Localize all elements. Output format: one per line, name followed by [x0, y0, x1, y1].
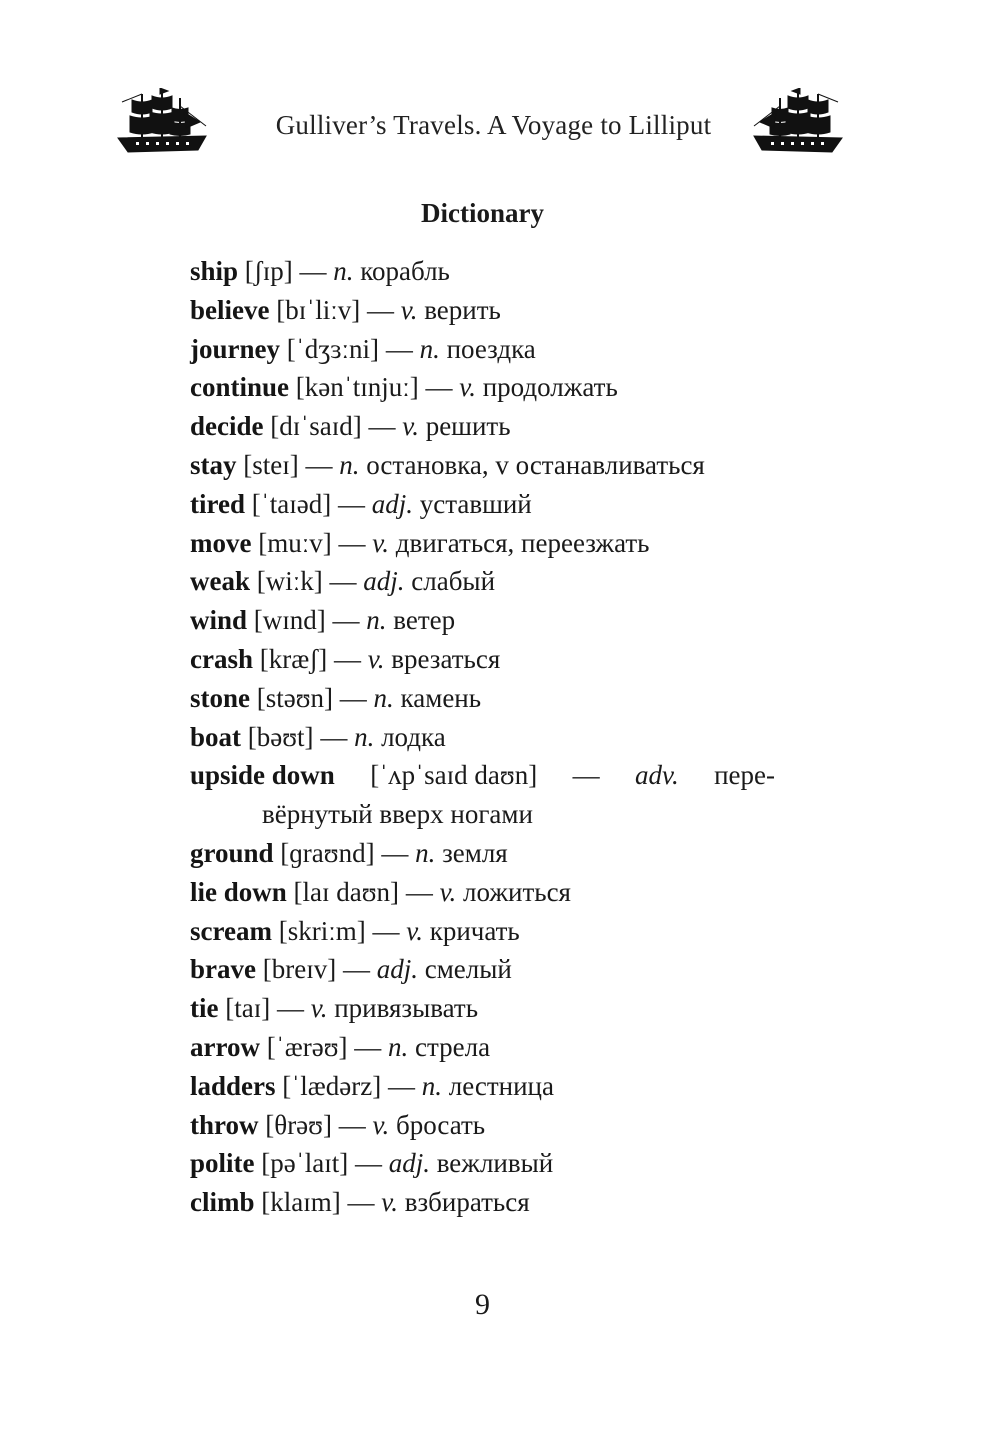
- dictionary-entry: [190, 562, 775, 601]
- entry-part-of-speech: v.: [372, 527, 389, 558]
- page-number: 9: [475, 1288, 490, 1321]
- entry-dash: —: [342, 954, 370, 985]
- dictionary-entry: [190, 601, 775, 640]
- dictionary-entry: [190, 834, 775, 873]
- entry-dash: —: [366, 294, 394, 325]
- entry-part-of-speech: v.: [372, 1109, 390, 1140]
- entry-dash: —: [339, 682, 367, 713]
- entry-transcription: [ˈærəʊ]: [266, 1031, 348, 1062]
- dictionary-entry: [190, 950, 775, 989]
- entry-translation: ложиться: [463, 876, 571, 907]
- entry-transcription: [ɡraʊnd]: [280, 837, 375, 868]
- entry-translation: смелый: [424, 954, 512, 985]
- entry-translation: лодка: [381, 721, 446, 752]
- entry-part-of-speech: v.: [367, 643, 385, 674]
- entry-part-of-speech: n.: [333, 256, 354, 286]
- entry-translation-continued: вёрнутый вверх ногами: [262, 799, 533, 830]
- entry-part-of-speech: v.: [310, 993, 328, 1024]
- entry-word: lie down: [190, 876, 287, 907]
- entry-translation: лестница: [448, 1070, 554, 1101]
- entry-transcription: [ˈtaɪəd]: [251, 488, 332, 519]
- entry-part-of-speech: n.: [354, 721, 375, 752]
- entry-dash: —: [354, 1031, 382, 1062]
- dictionary-entry: [190, 330, 775, 369]
- entry-dash: —: [338, 527, 366, 558]
- entry-transcription: [skriːm]: [278, 915, 366, 946]
- entry-word: throw: [190, 1109, 259, 1140]
- entry-transcription: [taɪ]: [225, 993, 271, 1024]
- entry-transcription: [kənˈtɪnjuː]: [295, 372, 419, 403]
- entry-translation: пере-: [714, 760, 775, 791]
- entry-dash: —: [337, 488, 365, 519]
- entry-word: journey: [190, 333, 280, 364]
- entry-word: polite: [190, 1148, 255, 1179]
- entry-part-of-speech: v.: [400, 294, 418, 325]
- entry-part-of-speech: v.: [459, 372, 476, 403]
- dictionary-entry: [190, 1067, 775, 1106]
- entry-translation: корабль: [360, 256, 450, 286]
- entry-word: decide: [190, 411, 264, 442]
- entry-word: weak: [190, 566, 250, 597]
- entry-word: ground: [190, 837, 274, 868]
- entry-word: climb: [190, 1187, 255, 1218]
- entry-word: crash: [190, 643, 253, 674]
- entry-transcription: [dɪˈsaɪd]: [270, 411, 362, 442]
- dictionary-entry: [190, 756, 775, 834]
- entry-word: ladders: [190, 1070, 276, 1101]
- entry-part-of-speech: v.: [439, 876, 457, 907]
- entry-word: stone: [190, 682, 250, 713]
- dictionary-entry: [190, 291, 775, 330]
- entry-translation: двигаться, переезжать: [395, 527, 650, 558]
- entry-transcription: [steɪ]: [243, 449, 299, 480]
- entry-part-of-speech: n.: [419, 333, 440, 364]
- dictionary-entry: [190, 640, 775, 679]
- entry-translation: кричать: [429, 915, 520, 946]
- entry-transcription: [wɪnd]: [253, 605, 326, 636]
- entry-translation: уставший: [419, 488, 532, 519]
- sailing-ship-icon: [752, 88, 848, 160]
- entry-part-of-speech: n.: [373, 682, 394, 713]
- dictionary-entry: [190, 718, 775, 757]
- dictionary-entry: [190, 1144, 775, 1183]
- entry-dash: —: [372, 915, 400, 946]
- entry-translation: вежливый: [436, 1148, 554, 1179]
- entry-translation: стрела: [415, 1031, 491, 1062]
- entry-word: wind: [190, 605, 248, 636]
- entry-dash: —: [333, 643, 361, 674]
- entry-transcription: [wiːk]: [256, 566, 323, 597]
- entry-part-of-speech: n.: [388, 1031, 409, 1062]
- entry-word: tie: [190, 993, 219, 1024]
- entry-dash: —: [329, 566, 357, 597]
- entry-dash: —: [381, 837, 409, 868]
- entry-part-of-speech: adj.: [388, 1148, 430, 1179]
- entry-dash: —: [572, 760, 600, 791]
- dictionary-heading: Dictionary: [421, 198, 544, 228]
- entry-transcription: [pəˈlaɪt]: [261, 1148, 349, 1179]
- entry-translation: продолжать: [482, 372, 618, 403]
- entry-translation: камень: [400, 682, 482, 713]
- entry-first-line: [190, 756, 775, 795]
- entry-word: move: [190, 527, 252, 558]
- entry-translation: поездка: [446, 333, 536, 364]
- dictionary-entry: [190, 407, 775, 446]
- entry-dash: —: [305, 449, 333, 480]
- entry-dash: —: [354, 1148, 382, 1179]
- entry-part-of-speech: adj.: [363, 566, 405, 597]
- entry-dash: —: [320, 721, 348, 752]
- entry-transcription: [muːv]: [258, 527, 332, 558]
- entry-dash: —: [405, 876, 433, 907]
- entry-part-of-speech: v.: [406, 915, 423, 946]
- dictionary-entry: [190, 446, 775, 485]
- entry-part-of-speech: v.: [402, 411, 419, 442]
- running-header: [0, 88, 987, 168]
- entry-word: continue: [190, 372, 290, 403]
- dictionary-entry: [190, 912, 775, 951]
- entry-word: brave: [190, 954, 256, 985]
- entry-translation: ветер: [393, 605, 456, 636]
- entry-translation: взбираться: [404, 1187, 530, 1218]
- dictionary-entry: [190, 989, 775, 1028]
- entry-translation: врезаться: [391, 643, 501, 674]
- entry-word: stay: [190, 449, 237, 480]
- dictionary-entry: [190, 368, 775, 407]
- entry-transcription: [ˈʌpˈsaɪd daʊn]: [370, 760, 538, 791]
- entry-word: believe: [190, 294, 270, 325]
- dictionary-entry: [190, 1183, 775, 1222]
- entry-translation: привязывать: [334, 993, 479, 1024]
- entry-transcription: [stəʊn]: [256, 682, 334, 713]
- entry-transcription: [kræʃ]: [259, 643, 328, 674]
- entry-part-of-speech: n.: [415, 837, 436, 868]
- entry-part-of-speech: adv.: [634, 760, 679, 791]
- entry-word: arrow: [190, 1031, 260, 1062]
- dictionary-entry: [190, 252, 775, 291]
- entry-dash: —: [425, 372, 453, 403]
- entry-transcription: [bəʊt]: [247, 721, 314, 752]
- entry-dash: —: [368, 411, 396, 442]
- entry-transcription: [ʃɪp]: [244, 256, 293, 286]
- entry-translation: земля: [442, 837, 508, 868]
- entry-transcription: [breɪv]: [262, 954, 337, 985]
- entry-translation: бросать: [395, 1109, 486, 1140]
- dictionary-entry: [190, 679, 775, 718]
- entry-translation: слабый: [411, 566, 496, 597]
- entry-dash: —: [338, 1109, 366, 1140]
- entry-dash: —: [332, 605, 360, 636]
- entry-dash: —: [385, 333, 413, 364]
- entry-translation: верить: [424, 294, 501, 325]
- entry-dash: —: [347, 1187, 375, 1218]
- entry-transcription: [ˈlædərz]: [282, 1070, 382, 1101]
- entry-transcription: [bɪˈliːv]: [276, 294, 361, 325]
- entry-word: ship: [190, 256, 239, 286]
- entry-part-of-speech: n.: [339, 449, 360, 480]
- entry-part-of-speech: adj.: [371, 488, 413, 519]
- entry-transcription: [laɪ daʊn]: [293, 876, 400, 907]
- entry-translation: остановка, v останавливаться: [366, 449, 705, 480]
- entry-transcription: [θrəʊ]: [265, 1109, 332, 1140]
- dictionary-entry: [190, 1028, 775, 1067]
- book-title: Gulliver’s Travels. A Voyage to Lilliput: [275, 110, 712, 140]
- entry-part-of-speech: v.: [381, 1187, 398, 1218]
- dictionary-entry: [190, 1106, 775, 1145]
- entry-part-of-speech: adj.: [376, 954, 418, 985]
- entry-dash: —: [387, 1070, 415, 1101]
- entry-dash: —: [299, 256, 327, 286]
- entry-transcription: [klaɪm]: [261, 1187, 341, 1218]
- dictionary-entry: [190, 485, 775, 524]
- entry-dash: —: [276, 993, 304, 1024]
- entry-word: scream: [190, 915, 272, 946]
- entry-word: tired: [190, 488, 245, 519]
- entry-word: boat: [190, 721, 242, 752]
- dictionary-list: [190, 252, 775, 1222]
- dictionary-entry: [190, 524, 775, 563]
- entry-translation: решить: [425, 411, 511, 442]
- entry-part-of-speech: n.: [366, 605, 387, 636]
- entry-part-of-speech: n.: [421, 1070, 442, 1101]
- entry-transcription: [ˈdʒɜːni]: [286, 333, 380, 364]
- dictionary-entry: [190, 873, 775, 912]
- entry-word: upside down: [190, 760, 335, 791]
